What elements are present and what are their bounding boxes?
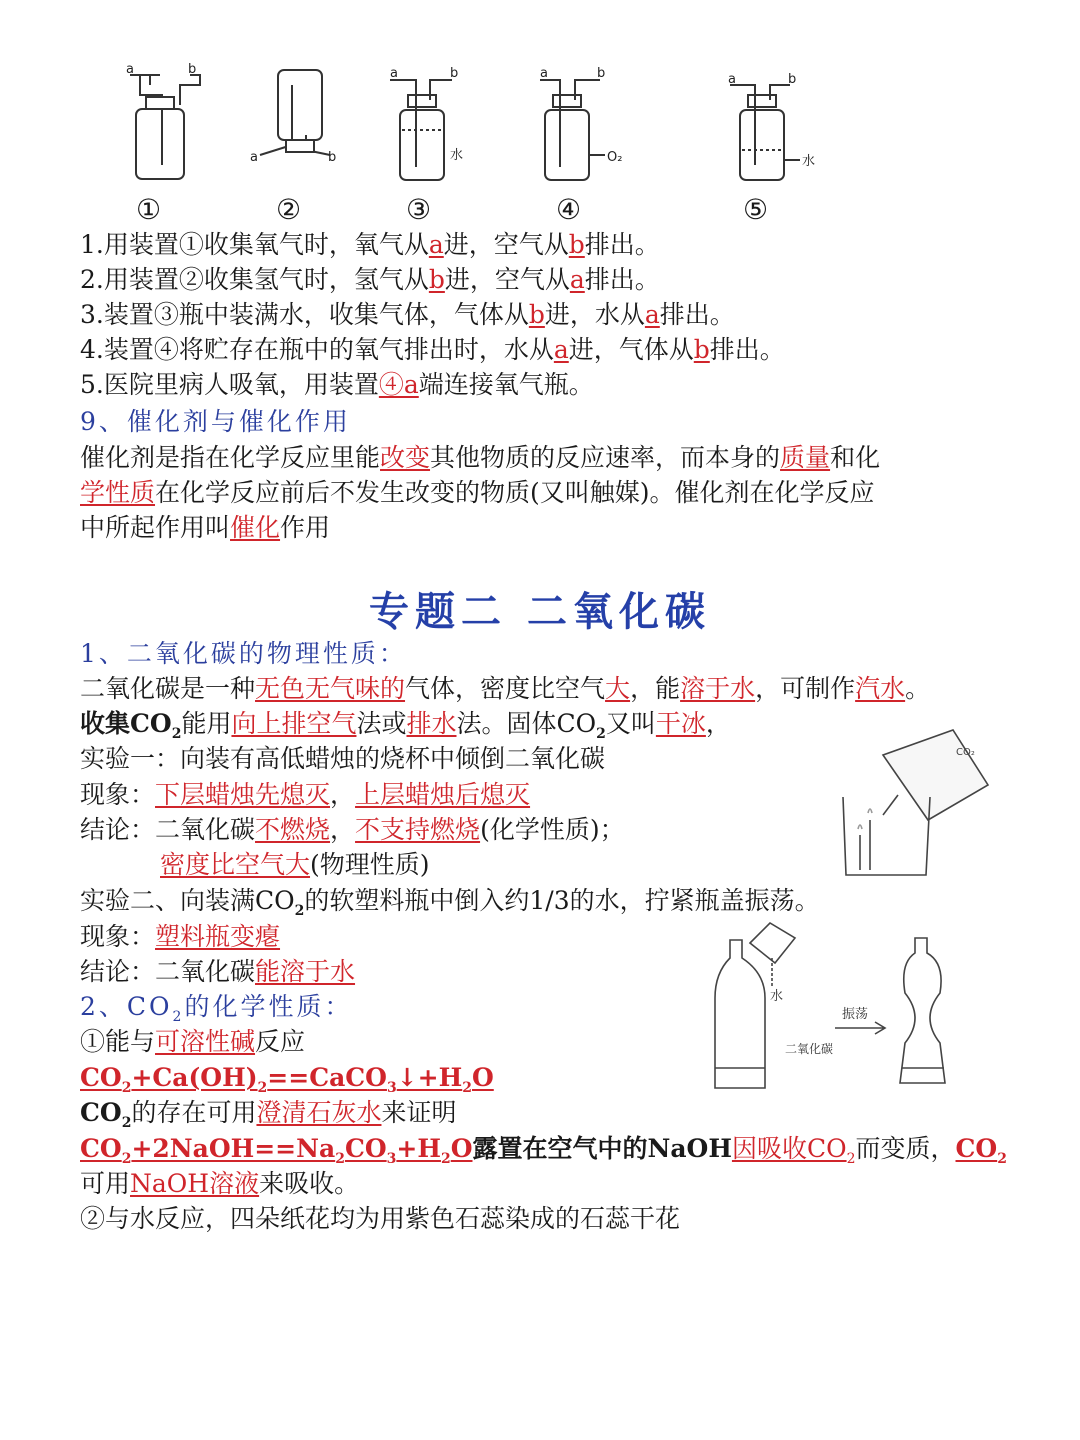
equation-2: $CO_2+2NaOH==Na_2CO_3+H_2O$露置在空气中的NaOH因吸收$CO_2$而变质，$CO_2$ (80, 1134, 1007, 1167)
item-1: 1.用装置①收集氧气时，氧气从a进，空气从b排出。 (80, 230, 660, 259)
svg-text:水: 水 (802, 154, 816, 169)
experiment-2: 实验二、向装满$CO_2$的软塑料瓶中倒入约1/3的水，拧紧瓶盖振荡。 (80, 886, 820, 919)
chem-prop-2: $CO_2$的存在可用澄清石灰水来证明 (80, 1098, 457, 1131)
apparatus-label-1: ① (136, 193, 162, 226)
conclusion-1b: 密度比空气大(物理性质) (160, 850, 430, 879)
co2-chemical-heading: 2、$CO_2$的化学性质： (80, 992, 353, 1025)
plastic-bottle-figure (710, 918, 980, 1103)
svg-text:二氧化碳: 二氧化碳 (785, 1042, 834, 1056)
item-4: 4.装置④将贮存在瓶中的氧气排出时，水从a进，气体从b排出。 (80, 335, 785, 364)
section9-para-line2: 学性质在化学反应前后不发生改变的物质(又叫触媒)。催化剂在化学反应 (80, 478, 875, 507)
apparatus-label-5: ⑤ (743, 193, 769, 226)
experiment-1: 实验一：向装有高低蜡烛的烧杯中倾倒二氧化碳 (80, 744, 606, 773)
item-2: 2.用装置②收集氢气时，氢气从b进，空气从a排出。 (80, 265, 660, 294)
phenomenon-1: 现象：下层蜡烛先熄灭，上层蜡烛后熄灭 (80, 780, 531, 809)
svg-text:a: a (728, 72, 736, 87)
equation-1: $CO_2+Ca(OH)_2==CaCO_3↓+H_2O$ (80, 1063, 494, 1096)
phenomenon-2: 现象：塑料瓶变瘪 (80, 922, 281, 951)
svg-text:水: 水 (770, 989, 784, 1004)
svg-text:a: a (390, 66, 398, 81)
section9-heading: 9、催化剂与催化作用 (80, 407, 351, 436)
section9-para-line3: 中所起作用叫催化作用 (80, 513, 331, 542)
svg-text:振荡: 振荡 (842, 1007, 869, 1022)
svg-text:b: b (188, 62, 197, 77)
apparatus-label-2: ② (276, 193, 302, 226)
chem-prop-1: ①能与可溶性碱反应 (80, 1027, 306, 1056)
svg-text:O₂: O₂ (607, 150, 623, 165)
svg-text:CO₂: CO₂ (956, 747, 975, 758)
apparatus-label-3: ③ (406, 193, 432, 226)
item-3: 3.装置③瓶中装满水，收集气体，气体从b进，水从a排出。 (80, 300, 735, 329)
svg-text:b: b (788, 72, 797, 87)
co2-physical-line2: 收集$CO_2$能用向上排空气法或排水法。固体$CO_2$又叫干冰， (80, 709, 731, 742)
conclusion-2: 结论：二氧化碳能溶于水 (80, 957, 356, 986)
co2-physical-heading: 1、二氧化碳的物理性质： (80, 639, 407, 668)
chem-prop-3: 可用NaOH溶液来吸收。 (80, 1169, 360, 1198)
svg-text:a: a (540, 66, 548, 81)
chem-prop-4: ②与水反应，四朵纸花均为用紫色石蕊染成的石蕊干花 (80, 1204, 681, 1233)
svg-text:b: b (597, 66, 606, 81)
section9-para-line1: 催化剂是指在化学反应里能改变其他物质的反应速率，而本身的质量和化 (80, 443, 881, 472)
co2-physical-line1: 二氧化碳是一种无色无气味的气体，密度比空气大，能溶于水，可制作汽水。 (80, 674, 931, 703)
item-5: 5.医院里病人吸氧，用装置④a端连接氧气瓶。 (80, 370, 594, 399)
beaker-candle-figure (838, 725, 1008, 880)
svg-text:a: a (126, 62, 134, 77)
svg-text:b: b (328, 150, 337, 165)
svg-text:a: a (250, 150, 258, 165)
svg-text:b: b (450, 66, 459, 81)
svg-text:水: 水 (450, 148, 464, 163)
topic-title: 专题二 二氧化碳 (369, 588, 711, 635)
apparatus-label-4: ④ (556, 193, 582, 226)
conclusion-1: 结论：二氧化碳不燃烧，不支持燃烧(化学性质)； (80, 815, 625, 844)
